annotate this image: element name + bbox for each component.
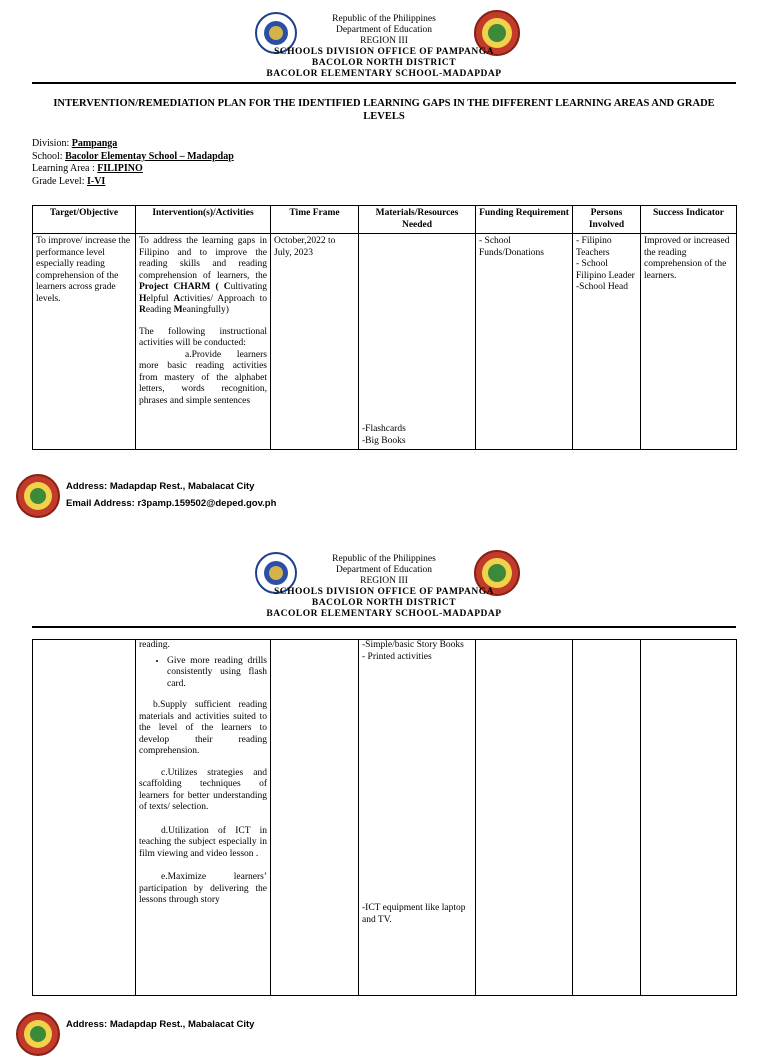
table-row: [33, 234, 737, 450]
page-footer: [16, 474, 316, 518]
column-header: Persons Involved: [573, 206, 641, 234]
document-meta: [32, 138, 234, 188]
intervention-cell: [136, 640, 271, 996]
persons-item: - Filipino Teachers: [576, 236, 612, 258]
school-seal-icon: [16, 474, 60, 518]
header-line: SCHOOLS DIVISION OFFICE OF PAMPANGA: [273, 587, 494, 597]
objective-cell: [33, 640, 136, 996]
header-divider: [32, 626, 736, 628]
meta-value: I-VI: [86, 175, 106, 187]
intervention-text: eaningfully): [182, 305, 229, 315]
materials-item: -Big Books: [362, 435, 406, 446]
funding-cell: - School Funds/Donations: [476, 234, 573, 450]
materials-item: -Simple/basic Story Books: [362, 640, 464, 650]
footer-email: Email Address: r3pamp.159502@deped.gov.ph: [66, 498, 277, 509]
meta-label: Division:: [32, 138, 72, 149]
intervention-text: elpful: [146, 293, 174, 304]
meta-value: Bacolor Elementay School – Madapdap: [65, 150, 234, 162]
letterhead: [0, 548, 768, 619]
school-seal-icon: [16, 1012, 60, 1056]
materials-item: -ICT equipment like laptop and TV.: [362, 903, 466, 925]
intervention-text: c.Utilizes strategies and scaffolding techniques of learners for better understanding of texts/ selection.: [139, 767, 267, 812]
intervention-text: The following instructional activities will be conducted:: [139, 326, 267, 348]
intervention-text: R: [139, 305, 146, 315]
column-header: Intervention(s)/Activities: [136, 206, 271, 234]
intervention-text: A: [173, 293, 181, 304]
header-line: Republic of the Philippines: [332, 14, 436, 24]
column-header: Materials/Resources Needed: [359, 206, 476, 234]
meta-label: School:: [32, 150, 66, 162]
column-header: Funding Requirement: [476, 206, 573, 234]
letterhead: [0, 8, 768, 79]
intervention-text: H: [139, 293, 147, 304]
header-line: Department of Education: [335, 25, 433, 35]
header-divider: [32, 82, 736, 84]
persons-item: - School Filipino Leader: [576, 259, 635, 281]
success-cell: [641, 640, 737, 996]
intervention-text: To address the learning gaps in Filipino and to improve the reading skills and reading comprehension of learners, the: [139, 236, 267, 281]
meta-value: Pampanga: [71, 138, 118, 149]
intervention-text: ctivities/ Approach to: [180, 293, 267, 304]
intervention-text: b.Supply sufficient reading materials and activities suited to the level of the learners to develop their reading comprehension.: [139, 700, 267, 756]
meta-label: Learning Area :: [32, 163, 98, 174]
plan-table-continued: [32, 639, 737, 996]
time-frame-cell: [271, 640, 359, 996]
document-title: INTERVENTION/REMEDIATION PLAN FOR THE IDENTIFIED LEARNING GAPS IN THE DIFFERENT LEARNING AREAS AND GRADE LEVELS: [53, 98, 715, 122]
materials-item: -Flashcards: [362, 424, 406, 434]
intervention-text: reading.: [139, 640, 170, 650]
intervention-bullet: • Give more reading drills consistently using flash card.: [167, 656, 267, 691]
persons-cell: [573, 640, 641, 996]
letterhead-text: [0, 14, 768, 80]
page-footer: [16, 1012, 316, 1056]
header-line: SCHOOLS DIVISION OFFICE OF PAMPANGA: [273, 47, 494, 57]
header-line: BACOLOR NORTH DISTRICT: [311, 58, 457, 68]
header-line: BACOLOR ELEMENTARY SCHOOL-MADAPDAP: [266, 69, 502, 79]
document-page-2: [0, 540, 768, 1030]
materials-cell: [359, 234, 476, 450]
intervention-text: e.Maximize learners’ participation by delivering the lessons through story: [139, 872, 267, 905]
header-line: BACOLOR NORTH DISTRICT: [311, 598, 457, 608]
materials-cell: [359, 640, 476, 996]
meta-label: Grade Level:: [32, 175, 87, 187]
persons-item: -School Head: [576, 282, 628, 292]
persons-cell: [573, 234, 641, 450]
meta-value: FILIPINO: [97, 163, 143, 174]
letterhead-text: [0, 554, 768, 620]
plan-table: [32, 205, 737, 450]
materials-item: - Printed activities: [362, 651, 432, 662]
header-line: Department of Education: [335, 565, 433, 575]
header-line: Republic of the Philippines: [332, 554, 436, 564]
table-header-row: [33, 206, 737, 234]
header-line: BACOLOR ELEMENTARY SCHOOL-MADAPDAP: [266, 609, 502, 619]
funding-cell: [476, 640, 573, 996]
page-gap: [0, 520, 768, 540]
intervention-text: eading: [145, 305, 174, 315]
header-line: REGION III: [360, 576, 408, 586]
intervention-text: d.Utilization of ICT in teaching the subject especially in film viewing and video lesson .: [139, 825, 267, 859]
header-line: REGION III: [360, 36, 408, 46]
table-row: [33, 640, 737, 996]
intervention-cell: [136, 234, 271, 450]
intervention-text: a.Provide learners more basic reading activities from mastery of the alphabet letters, words recognition, phrases and simple sentences: [139, 349, 267, 406]
column-header: Success Indicator: [641, 206, 737, 234]
time-frame-cell: October,2022 to July, 2023: [271, 234, 359, 450]
column-header: Target/Objective: [33, 206, 136, 234]
document-page-1: [0, 0, 768, 520]
intervention-text: Project CHARM ( C: [139, 282, 231, 292]
footer-address: Address: Madapdap Rest., Mabalacat City: [66, 1019, 255, 1030]
objective-cell: To improve/ increase the performance level especially reading comprehension of the learners across grade levels.: [33, 234, 136, 450]
intervention-text: M: [173, 305, 183, 315]
footer-address: Address: Madapdap Rest., Mabalacat City: [66, 481, 255, 492]
column-header: Time Frame: [271, 206, 359, 234]
intervention-text: ultivating: [230, 282, 267, 292]
success-cell: Improved or increased the reading comprehension of the learners.: [641, 234, 737, 450]
